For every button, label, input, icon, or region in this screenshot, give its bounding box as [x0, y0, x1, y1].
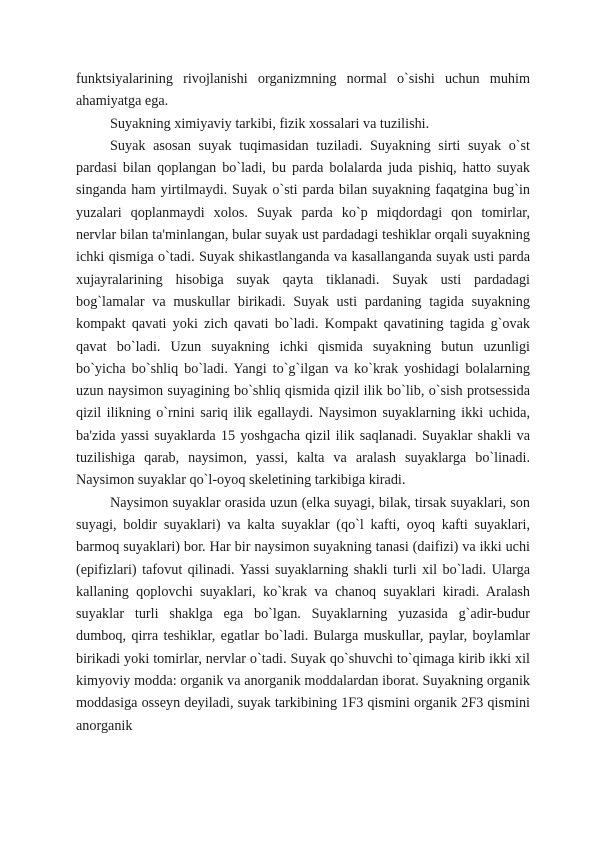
paragraph-bone-structure: Suyak asosan suyak tuqimasidan tuziladi. Suyakning sirti suyak o`st pardasi bilan qoplangan bo`ladi, bu parda bolalarda juda pishiq, hatto suyak singanda ham yirtilmaydi. Suyak o`sti parda bilan suyakning faqatgina bug`in yuzalari qoplanmaydi xolos. Suyak parda ko`p miqdordagi qon tomirlar, nervlar bilan ta'minlangan, bular suyak ust pardadagi teshiklar orqali suyakning ichki qismiga o`tadi. Suyak shikastlanganda va kasallanganda suyak usti parda xujayralarining hisobiga suyak qayta tiklanadi. Suyak usti pardadagi bog`lamalar va muskullar birikadi. Suyak usti pardaning tagida suyakning kompakt qavati yoki zich qavati bo`ladi. Kompakt qavatining tagida g`ovak qavat bo`ladi. Uzun suyakning ichki qismida suyakning butun uzunligi bo`yicha bo`shliq bo`ladi. Yangi to`g`ilgan va ko`krak yoshidagi bolalarning uzun naysimon suyagining bo`shliq qismida qizil ilik bo`lib, o`sish protsessida qizil ilikning o`rnini sariq ilik egallaydi. Naysimon suyaklarning ikki uchida, ba'zida yassi suyaklarda 15 yoshgacha qizil ilik saqlanadi. Suyaklar shakli va tuzilishiga qarab, naysimon, yassi, kalta va aralash suyaklarga bo`linadi. Naysimon suyaklar qo`l-oyoq skeletining tarkibiga kiradi. — [76, 137, 530, 489]
paragraph-tubular-bones: Naysimon suyaklar orasida uzun (elka suyagi, bilak, tirsak suyaklari, son suyagi, boldir suyaklari) va kalta suyaklar (qo`l kafti, oyoq kafti suyaklari, barmoq suyaklari) bor. Har bir naysimon suyakning tanasi (daifizi) va ikki uchi (epifizlari) tafovut qilinadi. Yassi suyaklarning shakli turli xil bo`ladi. Ularga kallaning qoplovchi suyaklari, ko`krak va chanoq suyaklari kiradi. Aralash suyaklar turli shaklga ega bo`lgan. Suyaklarning yuzasida g`adir-budur dumboq, qirra teshiklar, egatlar bo`ladi. Bularga muskullar, paylar, boylamlar birikadi yoki tomirlar, nervlar o`tadi. Suyak qo`shuvchi to`qimaga kirib ikki xil kimyoviy modda: organik va anorganik moddalardan iborat. Suyakning organik moddasiga osseyn deyiladi, suyak tarkibining 1F3 qismini organik 2F3 qismini anorganik — [76, 494, 530, 734]
document-page — [76, 68, 530, 737]
section-heading: Suyakning ximiyaviy tarkibi, fizik xossalari va tuzilishi. — [110, 115, 430, 132]
paragraph-intro-end: funktsiyalarining rivojlanishi organizmning normal o`sishi uchun muhim ahamiyatga ega. — [76, 71, 530, 110]
